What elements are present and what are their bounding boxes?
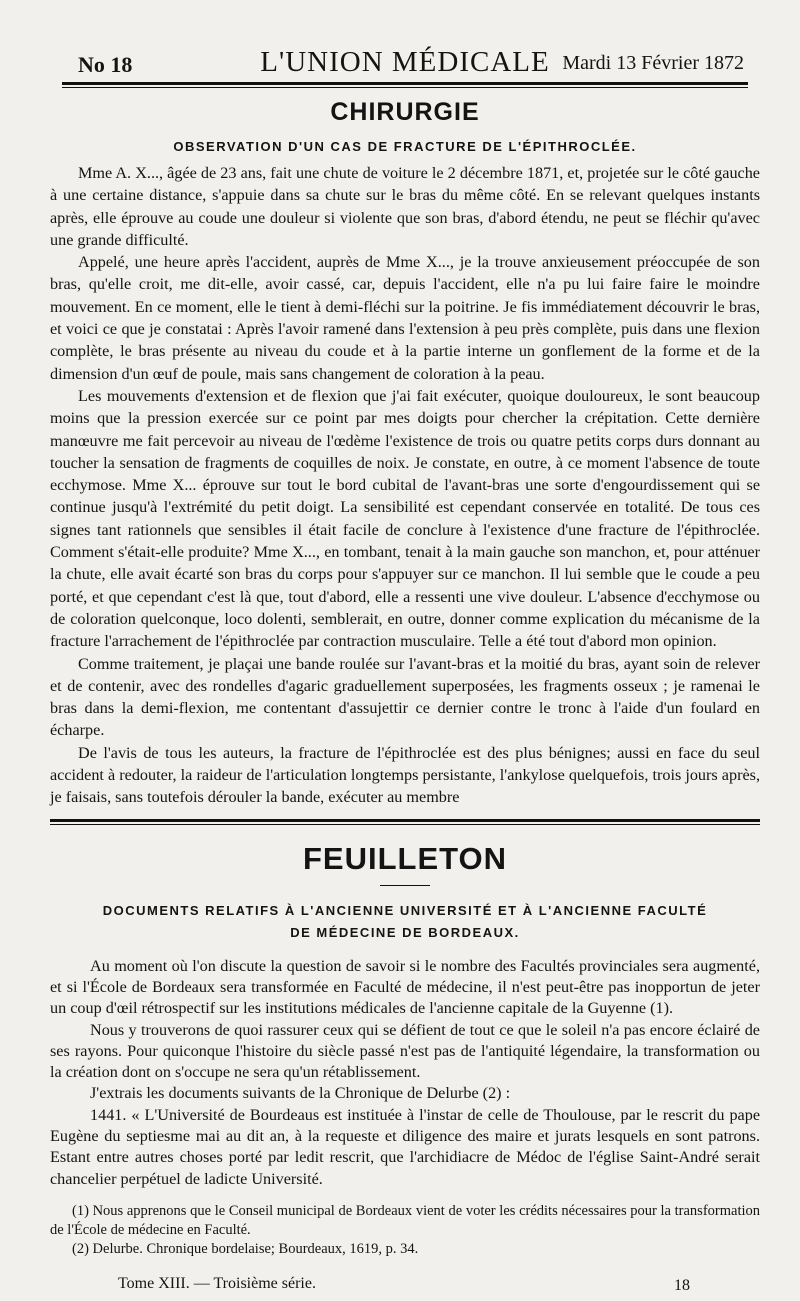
feuilleton-body xyxy=(50,956,760,1190)
issue-number: No 18 xyxy=(78,52,133,77)
article-title: OBSERVATION D'UN CAS DE FRACTURE DE L'ÉPITHROCLÉE. xyxy=(173,139,637,154)
article-paragraph: De l'avis de tous les auteurs, la fracture de l'épithroclée est des plus bénignes; aussi en face du seul accident à redouter, la raideur de l'articulation longtemps persistante, l'ankylose quelquefois, trois jours après, je faisais, sans toutefois dérouler la bande, exécuter au membre xyxy=(50,743,760,807)
volume-label: Tome XIII. — Troisième série. xyxy=(118,1274,316,1292)
journal-title: L'UNION MÉDICALE xyxy=(260,46,550,78)
document-title xyxy=(70,900,740,944)
footnotes xyxy=(50,1202,760,1259)
masthead-rule xyxy=(62,82,748,85)
document-title-line: DE MÉDECINE DE BORDEAUX. xyxy=(290,924,520,940)
section-divider xyxy=(50,819,760,825)
feuilleton-paragraph: Au moment où l'on discute la question de savoir si le nombre des Facultés provinciales sera augmenté, et si l'École de Bordeaux sera transformée en Faculté de médecine, il n'est peut-être pas inopportun de jeter un coup d'œil rétrospectif sur les institutions médicales de l'ancienne capitale de la Guyenne (1). xyxy=(50,956,760,1018)
issue-date: Mardi 13 Février 1872 xyxy=(562,52,744,74)
feuilleton-rule xyxy=(380,885,430,886)
footnote: (1) Nous apprenons que le Conseil municipal de Bordeaux vient de voter les crédits nécessaires pour la transformation de l'École de médecine en Faculté. xyxy=(50,1202,760,1238)
document-title-line: DOCUMENTS RELATIFS À L'ANCIENNE UNIVERSITÉ ET À L'ANCIENNE FACULTÉ xyxy=(102,902,708,918)
footnote: (2) Delurbe. Chronique bordelaise; Bourdeaux, 1619, p. 34. xyxy=(72,1240,419,1257)
feuilleton-paragraph: 1441. « L'Université de Bourdeaus est instituée à l'instar de celle de Thoulouse, par le rescrit du pape Eugène du septiesme mai au dit an, à la requeste et diligence des maire et jurats lesquels en sont patrons. Estant entre autres choses porté par ledit rescrit, que l'archidiacre de Médoc de l'église Saint-André serait chancelier perpétuel de ladicte Université. xyxy=(50,1105,760,1188)
feuilleton-paragraph: Nous y trouverons de quoi rassurer ceux qui se défient de tout ce que le soleil n'a pas encore éclairé de ses rayons. Pour quiconque l'histoire du siècle passé n'est pas de l'antiquité légendaire, la transformation ou la création dont on s'occupe ne sera qu'un rétablissement. xyxy=(50,1020,760,1082)
section-title: CHIRURGIE xyxy=(330,98,480,126)
page-footer xyxy=(50,1271,760,1301)
masthead xyxy=(50,38,760,82)
page-number: 18 xyxy=(674,1276,690,1294)
feuilleton-title: FEUILLETON xyxy=(302,840,508,876)
article-paragraph: Les mouvements d'extension et de flexion que j'ai fait exécuter, quoique douloureux, le sont beaucoup moins que la pression exercée sur ce point par mes doigts pour chercher la crépitation. Cette dernière manœuvre me fait percevoir au niveau de l'œdème l'existence de trois ou quatre petits corps durs donnant au toucher la sensation de fragments de coquilles de noix. Je constate, en outre, à ce moment l'absence de toute ecchymose. Mme X... éprouve sur tout le bord cubital de l'avant-bras une sorte d'engourdissement qui se continue jusqu'à l'extrémité du petit doigt. La sensibilité est cependant conservée en totalité. De tous ces signes tant rationnels que sensibles il était facile de conclure à l'existence d'une fracture de l'épithroclée. Comment s'était-elle produite? Mme X..., en tombant, tenait à la main gauche son manchon, et, pour atténuer la chute, elle avait écarté son bras du corps pour s'appuyer sur ce manchon. Il lui semble que le coude a peu porté, et que cependant c'est là que, tout d'abord, elle a ressenti une vive douleur. L'absence d'ecchymose ou de coloration quelconque, loco dolenti, semblerait, en outre, donner comme explication du mécanisme de la fracture l'arrachement de l'épithroclée par contraction musculaire. Telle a été tout d'abord mon opinion. xyxy=(50,386,760,651)
article-paragraph: Comme traitement, je plaçai une bande roulée sur l'avant-bras et la moitié du bras, ayant soin de relever et de contenir, avec des rondelles d'agaric graduellement superposées, les fragments osseux ; je ramenai le bras dans la demi-flexion, me contentant d'assujettir ce dernier contre le tronc à l'aide d'un foulard en écharpe. xyxy=(50,654,760,740)
article-paragraph: Mme A. X..., âgée de 23 ans, fait une chute de voiture le 2 décembre 1871, et, projetée sur le côté gauche à une certaine distance, s'appuie dans sa chute sur le bras du même côté. En se relevant quelques instants après, elle éprouve au coude une douleur si violente que son bras, d'abord étendu, ne peut se fléchir qu'avec une grande difficulté. xyxy=(50,164,760,249)
article-body xyxy=(50,162,760,809)
article-paragraph: Appelé, une heure après l'accident, auprès de Mme X..., je la trouve anxieusement préoccupée de son bras, qu'elle croit, me dit-elle, avoir cassé, car, depuis l'accident, elle n'a pu lui faire faire le moindre mouvement. En ce moment, elle le tient à demi-fléchi sur la poitrine. Je fis immédiatement découvrir le bras, et voici ce que je constatai : Après l'avoir ramené dans l'extension à peu près complète, puis dans une flexion complète, le bras présente au niveau du coude et à la partie interne un gonflement de la forme et de la dimension d'un œuf de poule, mais sans changement de coloration à la peau. xyxy=(50,253,760,383)
masthead-rule-thin xyxy=(62,87,748,88)
feuilleton-paragraph: J'extrais les documents suivants de la Chronique de Delurbe (2) : xyxy=(90,1084,511,1103)
